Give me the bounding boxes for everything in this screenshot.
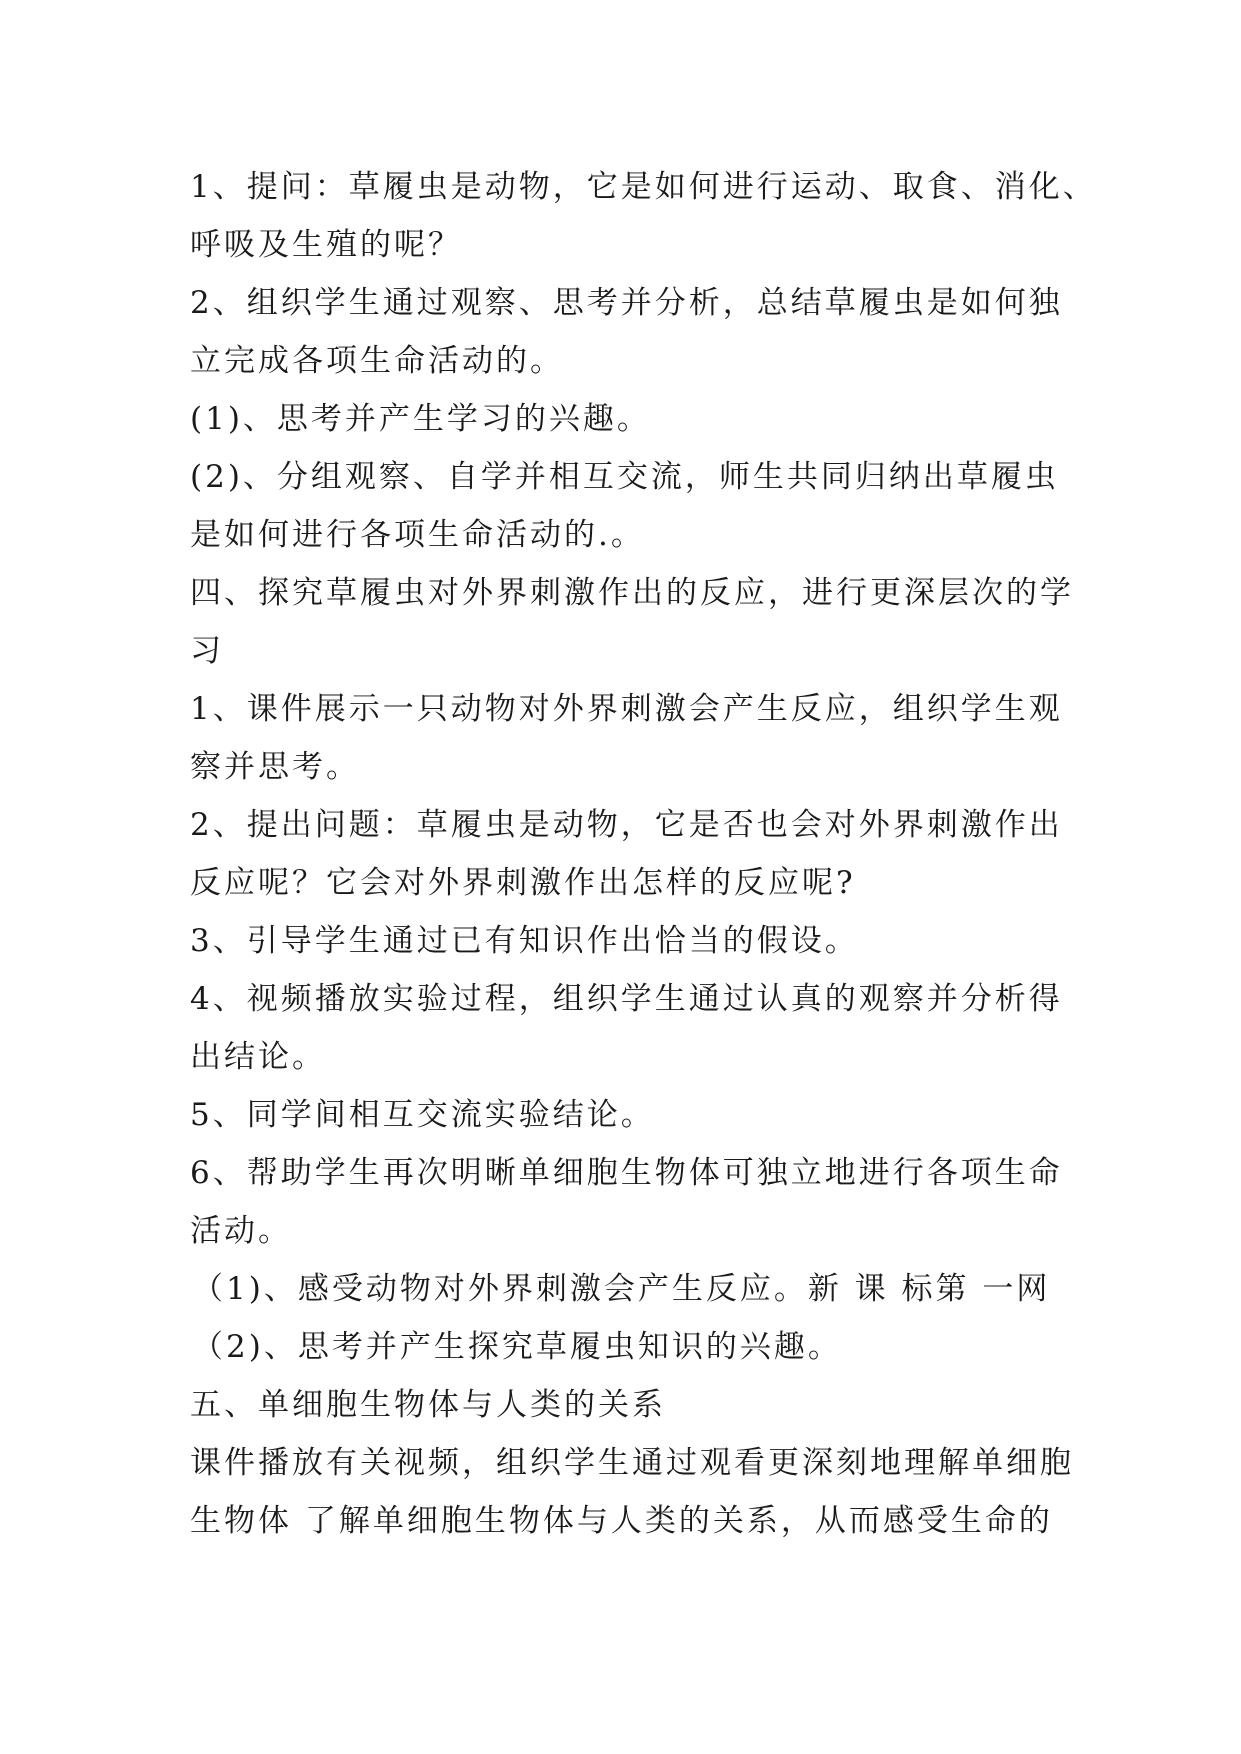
document-body [190,158,1190,1550]
text-line: 反应呢？它会对外界刺激作出怎样的反应呢? [190,865,856,901]
text-line: 呼吸及生殖的呢？ [190,227,462,263]
text-line: 是如何进行各项生命活动的.。 [190,517,645,553]
text-line: 1、课件展示一只动物对外界刺激会产生反应，组织学生观 [190,691,1063,727]
text-line: 生物体 了解单细胞生物体与人类的关系，从而感受生命的 [190,1503,1053,1539]
text-line: 活动。 [190,1213,292,1249]
text-line: 立完成各项生命活动的。 [190,343,564,379]
text-line: 3、引导学生通过已有知识作出恰当的假设。 [190,923,859,959]
text-line: 5、同学间相互交流实验结论。 [190,1097,655,1133]
section-heading: 五、单细胞生物体与人类的关系 [190,1387,666,1423]
text-line: 习 [190,633,224,669]
text-line: (1)、思考并产生学习的兴趣。 [190,401,651,437]
text-line: （2)、思考并产生探究草履虫知识的兴趣。 [192,1329,842,1365]
text-line: (2)、分组观察、自学并相互交流，师生共同归纳出草履虫 [190,459,1059,495]
text-line: 2、提出问题：草履虫是动物，它是否也会对外界刺激作出 [190,807,1063,843]
text-line: 2、组织学生通过观察、思考并分析，总结草履虫是如何独 [190,285,1063,321]
text-line: 6、帮助学生再次明晰单细胞生物体可独立地进行各项生命 [190,1155,1063,1191]
text-line: 4、视频播放实验过程，组织学生通过认真的观察并分析得 [190,981,1063,1017]
text-line: 课件播放有关视频，组织学生通过观看更深刻地理解单细胞 [190,1445,1074,1481]
text-line: 1、提问：草履虫是动物，它是如何进行运动、取食、消化、 [190,169,1097,205]
text-line: （1)、感受动物对外界刺激会产生反应。新 课 标第 一网 [192,1271,1051,1307]
text-line: 出结论。 [190,1039,326,1075]
text-line: 察并思考。 [190,749,360,785]
section-heading: 四、探究草履虫对外界刺激作出的反应，进行更深层次的学 [190,575,1074,611]
